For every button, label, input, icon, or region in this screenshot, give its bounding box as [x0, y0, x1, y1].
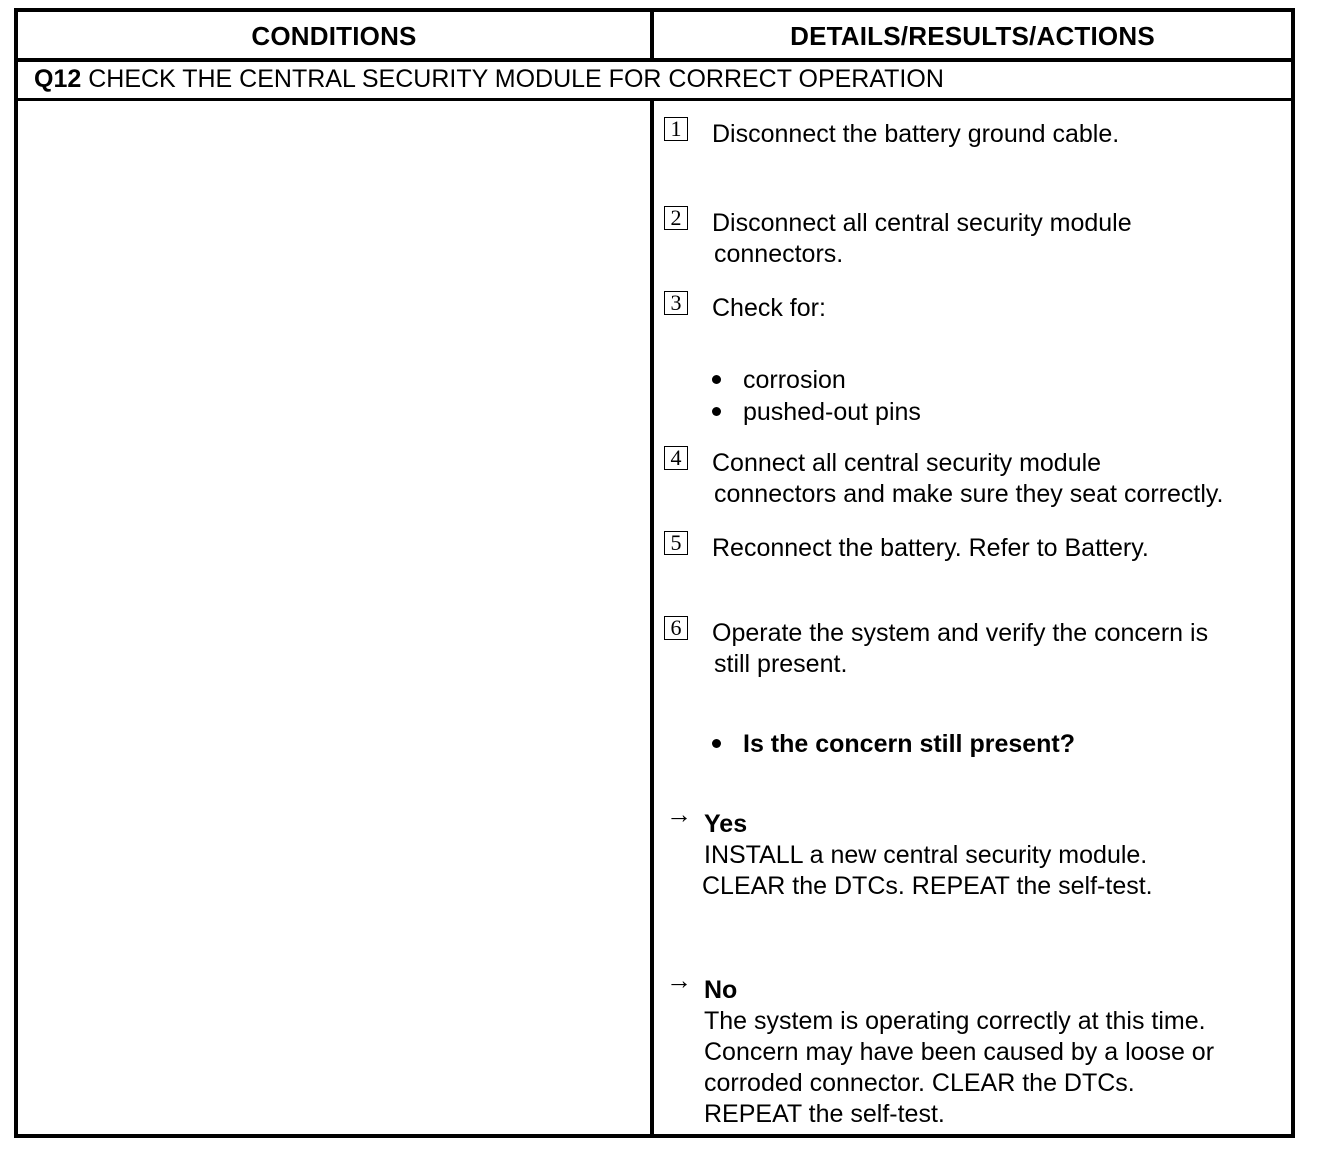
- step-number-box: 5: [664, 531, 688, 555]
- bullet-dot: [712, 739, 721, 748]
- action-line: REPEAT the self-test.: [704, 1100, 945, 1128]
- question-bullet: Is the concern still present?: [712, 729, 1075, 760]
- step-number-box: 6: [664, 616, 688, 640]
- question-id: Q12: [34, 65, 82, 93]
- yes-action: [704, 840, 1284, 902]
- column-divider: [650, 12, 654, 58]
- bullet-dot: [712, 407, 721, 416]
- step-text: [712, 618, 1292, 680]
- step-number-box: 2: [664, 206, 688, 230]
- step-line: connectors and make sure they seat correctly.: [714, 480, 1224, 508]
- yes-label: Yes: [704, 810, 748, 838]
- step-text: [712, 533, 1292, 564]
- details-header: DETAILS/RESULTS/ACTIONS: [790, 21, 1155, 51]
- action-line: Concern may have been caused by a loose or: [704, 1038, 1215, 1066]
- step-number-box: 1: [664, 117, 688, 141]
- table-header: [18, 12, 1291, 62]
- step-line: Connect all central security module: [712, 449, 1102, 477]
- step-line: connectors.: [714, 240, 844, 268]
- action-line: CLEAR the DTCs. REPEAT the self-test.: [702, 872, 1153, 900]
- step-line: Disconnect all central security module: [712, 209, 1132, 237]
- step-line: Disconnect the battery ground cable.: [712, 120, 1120, 148]
- step-line: still present.: [714, 650, 848, 678]
- action-line: INSTALL a new central security module.: [704, 841, 1148, 869]
- step-line: Reconnect the battery. Refer to Battery.: [712, 534, 1149, 562]
- no-label: No: [704, 976, 738, 1004]
- conditions-header: CONDITIONS: [251, 21, 417, 51]
- question-row: [18, 62, 1291, 101]
- details-cell: [654, 101, 1291, 1134]
- bullet-dot: [712, 375, 721, 384]
- diagnostic-table: [14, 8, 1295, 1138]
- step-line: Operate the system and verify the concern is: [712, 619, 1209, 647]
- step-text: [712, 448, 1292, 510]
- conditions-cell: [18, 101, 650, 1134]
- question-title: [34, 62, 944, 96]
- check-bullet: pushed-out pins: [712, 397, 921, 428]
- step-line: Check for:: [712, 294, 826, 322]
- action-line: The system is operating correctly at this time.: [704, 1007, 1206, 1035]
- step-text: [712, 119, 1292, 150]
- arrow-right-icon: →: [666, 799, 692, 829]
- step-text: [712, 208, 1292, 270]
- action-line: corroded connector. CLEAR the DTCs.: [704, 1069, 1135, 1097]
- check-bullet: corrosion: [712, 365, 846, 396]
- step-number-box: 3: [664, 291, 688, 315]
- step-text: [712, 293, 1292, 324]
- question-text: CHECK THE CENTRAL SECURITY MODULE FOR CORRECT OPERATION: [88, 65, 944, 93]
- step-number-box: 4: [664, 446, 688, 470]
- no-action: [704, 1006, 1284, 1130]
- arrow-right-icon: →: [666, 965, 692, 995]
